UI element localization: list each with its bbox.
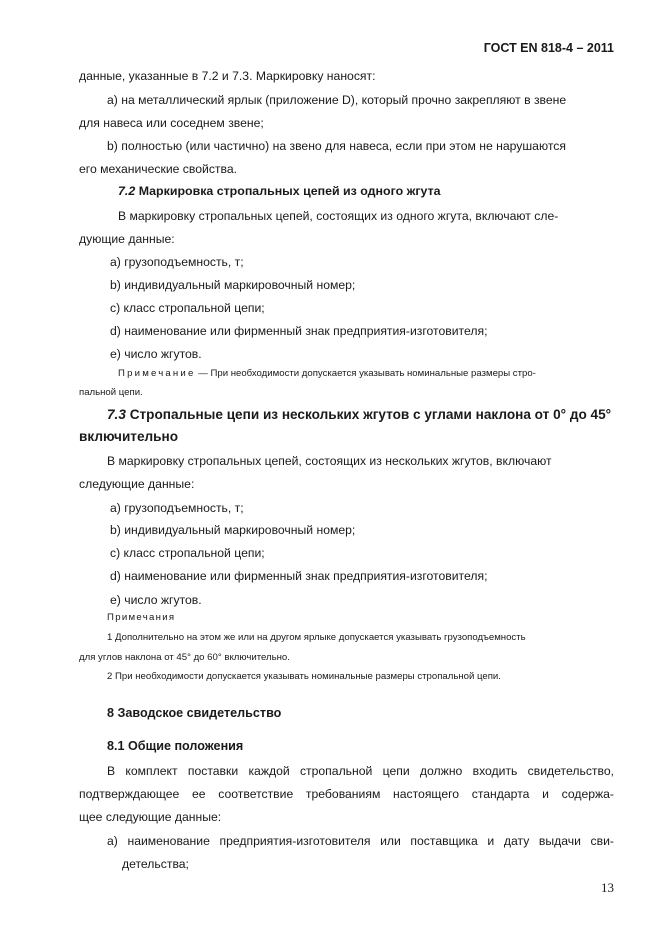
list-item: а) грузоподъемность, т; bbox=[110, 501, 244, 515]
paragraph-line: следующие данные: bbox=[79, 477, 195, 491]
paragraph-line: В маркировку стропальных цепей, состоящих из одного жгута, включают сле- bbox=[118, 209, 559, 223]
list-item: b) индивидуальный маркировочный номер; bbox=[110, 278, 356, 292]
item-a-line1: а) на металлический ярлык (приложение D), который прочно закрепляют в звене bbox=[107, 93, 567, 107]
section-7-3-title-continuation: включительно bbox=[79, 429, 179, 444]
section-7-2-number: 7.2 bbox=[118, 184, 136, 198]
list-item-line2: детельства; bbox=[122, 857, 189, 871]
list-item: d) наименование или фирменный знак предприятия-изготовителя; bbox=[110, 569, 488, 583]
list-item: d) наименование или фирменный знак предприятия-изготовителя; bbox=[110, 324, 488, 338]
section-8-1-heading: 8.1 Общие положения bbox=[107, 739, 244, 753]
list-item: e) число жгутов. bbox=[110, 347, 202, 361]
paragraph-line: В комплект поставки каждой стропальной цепи должно входить свидетельство, bbox=[107, 764, 614, 778]
item-a-line2: для навеса или соседнем звене; bbox=[79, 116, 264, 130]
section-7-2-title: Маркировка стропальных цепей из одного жгута bbox=[138, 184, 441, 198]
list-item: а) грузоподъемность, т; bbox=[110, 255, 244, 269]
intro-line: данные, указанные в 7.2 и 7.3. Маркировку наносят: bbox=[79, 69, 376, 83]
list-item: c) класс стропальной цепи; bbox=[110, 546, 265, 560]
notes-label: Примечания bbox=[107, 612, 176, 623]
note-continuation: пальной цепи. bbox=[79, 387, 143, 398]
note-2: 2 При необходимости допускается указывать номинальные размеры стропальной цепи. bbox=[107, 671, 501, 682]
section-7-2-heading bbox=[118, 183, 441, 199]
item-b-line2: его механические свойства. bbox=[79, 162, 238, 176]
paragraph-line: щее следующие данные: bbox=[79, 810, 222, 824]
item-b-line1: b) полностью (или частично) на звено для навеса, если при этом не нарушаются bbox=[107, 139, 566, 153]
paragraph-line: дующие данные: bbox=[79, 232, 175, 246]
list-item: c) класс стропальной цепи; bbox=[110, 301, 265, 315]
note-label: Примечание bbox=[118, 368, 196, 379]
list-item-line1: а) наименование предприятия-изготовителя или поставщика и дату выдачи сви- bbox=[107, 834, 614, 848]
list-item: b) индивидуальный маркировочный номер; bbox=[110, 523, 356, 537]
note bbox=[118, 368, 536, 380]
note-text: — При необходимости допускается указывать номинальные размеры стро- bbox=[198, 368, 536, 379]
list-item: e) число жгутов. bbox=[110, 593, 202, 607]
paragraph-line: В маркировку стропальных цепей, состоящих из нескольких жгутов, включают bbox=[107, 454, 552, 468]
paragraph-line: подтверждающее ее соответствие требованиям настоящего стандарта и содержа- bbox=[79, 787, 614, 801]
standard-designation: ГОСТ EN 818-4 – 2011 bbox=[483, 41, 614, 55]
section-7-3-heading bbox=[107, 406, 611, 424]
note-1-continuation: для углов наклона от 45° до 60° включительно. bbox=[79, 652, 290, 663]
section-8-heading: 8 Заводское свидетельство bbox=[107, 706, 282, 720]
page-number: 13 bbox=[601, 880, 614, 895]
section-7-3-title: Стропальные цепи из нескольких жгутов с углами наклона от 0° до 45° bbox=[129, 407, 612, 422]
note-1: 1 Дополнительно на этом же или на другом ярлыке допускается указывать грузоподъемность bbox=[107, 632, 526, 643]
section-7-3-number: 7.3 bbox=[107, 407, 126, 422]
